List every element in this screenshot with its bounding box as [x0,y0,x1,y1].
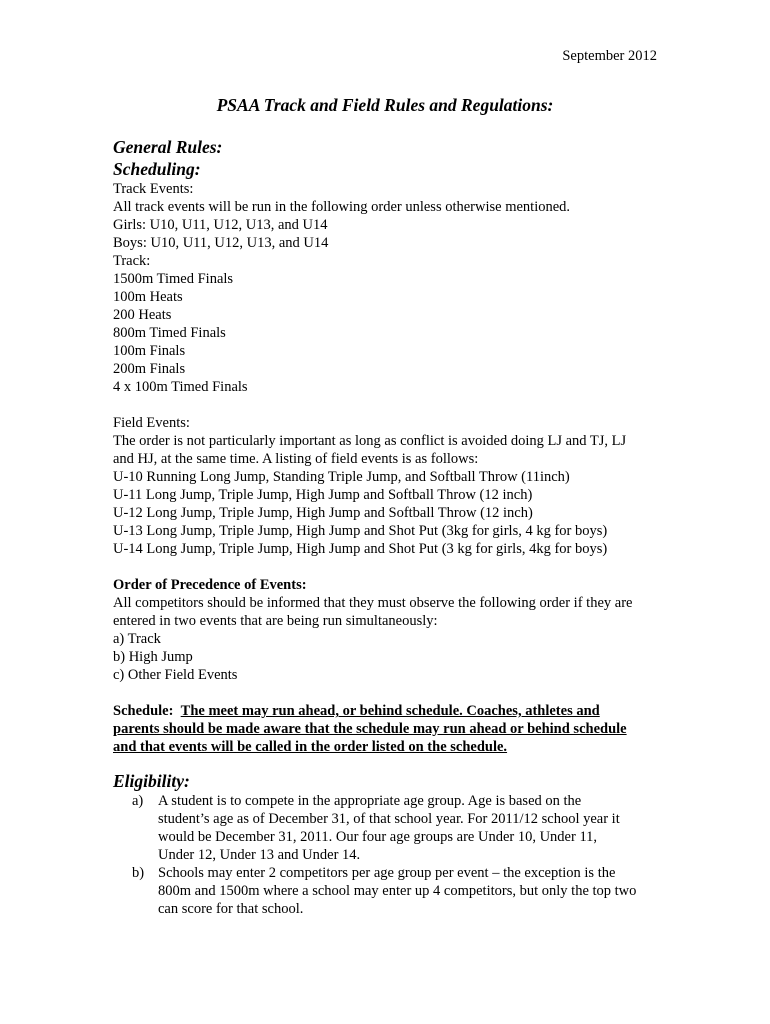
eligibility-line: can score for that school. [158,901,304,917]
schedule-note-text: parents should be made aware that the schedule may run ahead or behind schedule [113,721,627,737]
scheduling-line: Boys: U10, U11, U12, U13, and U14 [113,235,329,251]
field-events-label: Field Events: [113,415,190,431]
field-event-item: U-13 Long Jump, Triple Jump, High Jump and Shot Put (3kg for girls, 4 kg for boys) [113,523,608,539]
eligibility-heading: Eligibility: [113,771,190,791]
document-body [113,136,663,918]
list-marker: b) [132,865,145,881]
eligibility-list [113,792,663,918]
scheduling-line: Track: [113,253,151,269]
eligibility-line: student’s age as of December 31, of that school year. For 2011/12 school year it [158,811,620,827]
field-event-item: U-14 Long Jump, Triple Jump, High Jump and Shot Put (3 kg for girls, 4kg for boys) [113,541,608,557]
list-item [113,792,663,864]
field-event-item: U-11 Long Jump, Triple Jump, High Jump and Softball Throw (12 inch) [113,487,533,503]
track-event-item: 800m Timed Finals [113,325,226,341]
track-event-item: 100m Finals [113,343,186,359]
precedence-item: c) Other Field Events [113,667,238,683]
field-events-line: The order is not particularly important as long as conflict is avoided doing LJ and TJ, LJ [113,433,627,449]
track-event-item: 4 x 100m Timed Finals [113,379,248,395]
precedence-item: a) Track [113,631,161,647]
document-title: PSAA Track and Field Rules and Regulations: [216,95,554,115]
track-event-item: 100m Heats [113,289,183,305]
precedence-item: b) High Jump [113,649,193,665]
list-marker: a) [132,793,144,809]
scheduling-line: Girls: U10, U11, U12, U13, and U14 [113,217,328,233]
eligibility-line: would be December 31, 2011. Our four age groups are Under 10, Under 11, [158,829,598,845]
eligibility-line: Schools may enter 2 competitors per age group per event – the exception is the [158,865,616,881]
schedule-note-label: Schedule: [113,703,174,719]
eligibility-line: Under 12, Under 13 and Under 14. [158,847,361,863]
field-events-line: and HJ, at the same time. A listing of field events is as follows: [113,451,479,467]
track-event-item: 1500m Timed Finals [113,271,234,287]
schedule-note-text: The meet may run ahead, or behind schedule. Coaches, athletes and [180,703,600,719]
list-item [113,864,663,918]
scheduling-heading: Scheduling: [113,159,201,179]
track-events-label: Track Events: [113,181,194,197]
field-event-item: U-10 Running Long Jump, Standing Triple Jump, and Softball Throw (11inch) [113,469,570,485]
eligibility-line: 800m and 1500m where a school may enter up 4 competitors, but only the top two [158,883,637,899]
precedence-line: All competitors should be informed that they must observe the following order if they are [113,595,633,611]
track-event-item: 200m Finals [113,361,186,377]
precedence-line: entered in two events that are being run simultaneously: [113,613,438,629]
eligibility-line: A student is to compete in the appropriate age group. Age is based on the [158,793,582,809]
scheduling-line: All track events will be run in the following order unless otherwise mentioned. [113,199,571,215]
field-event-item: U-12 Long Jump, Triple Jump, High Jump and Softball Throw (12 inch) [113,505,533,521]
precedence-heading: Order of Precedence of Events: [113,577,307,593]
track-event-item: 200 Heats [113,307,172,323]
general-rules-heading: General Rules: [113,137,223,157]
schedule-note-text: and that events will be called in the order listed on the schedule. [113,739,508,755]
schedule-note [113,702,663,720]
document-date: September 2012 [562,48,657,64]
